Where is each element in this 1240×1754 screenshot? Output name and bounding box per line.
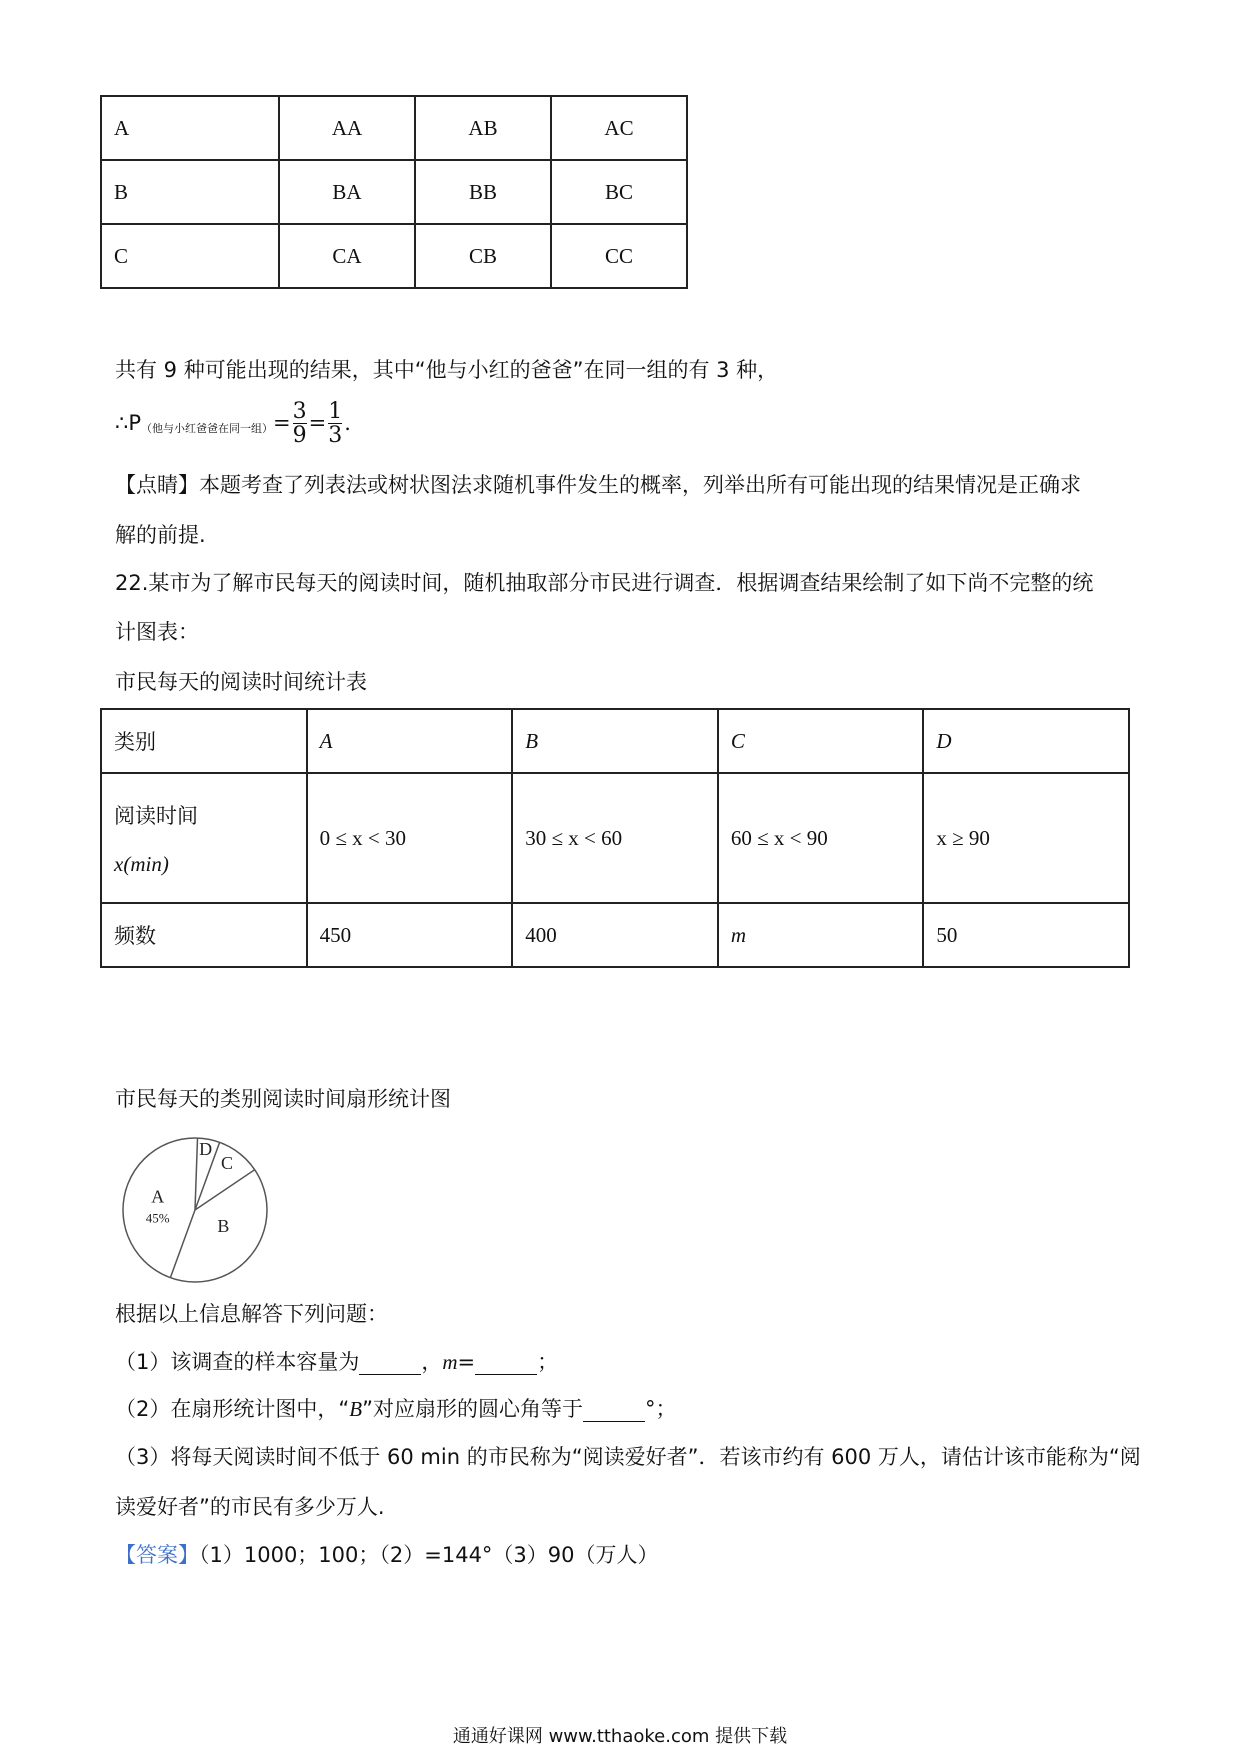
- prob-eq1: =: [273, 411, 291, 435]
- q1-blank-m: [475, 1354, 537, 1375]
- frac1-num: 3: [292, 399, 307, 424]
- table-row: [101, 96, 687, 160]
- frac2-num: 1: [328, 399, 343, 424]
- prob-subscript: （他与小红爸爸在同一组）: [141, 422, 274, 435]
- table-cell: A: [101, 96, 279, 160]
- pie-slice-divider: [195, 1138, 198, 1210]
- table-row-frequency: [101, 903, 1129, 967]
- pie-label-b: B: [217, 1216, 230, 1237]
- header-category: 类别: [101, 709, 307, 773]
- q1-blank-sample: [359, 1354, 421, 1375]
- cell-freq-a: 450: [307, 903, 513, 967]
- frac2-den: 3: [328, 423, 343, 449]
- table-cell: BC: [551, 160, 687, 224]
- frac1-den: 9: [292, 423, 307, 449]
- fraction-1-3: [328, 400, 342, 447]
- table-cell: AC: [551, 96, 687, 160]
- table-cell: AB: [415, 96, 551, 160]
- cell-range-b: 30 ≤ x < 60: [512, 773, 718, 903]
- question-3-line1: （3）将每天阅读时间不低于 60 min 的市民称为“阅读爱好者”．若该市约有 600 万人，请估计该市能称为“阅: [115, 1445, 1141, 1469]
- cell-range-a: 0 ≤ x < 30: [307, 773, 513, 903]
- table-title: 市民每天的阅读时间统计表: [115, 670, 367, 694]
- table-cell: BB: [415, 160, 551, 224]
- table-cell: C: [101, 224, 279, 288]
- pie-label-a: A: [151, 1186, 165, 1207]
- pie-value-label-a: 45%: [145, 1210, 170, 1226]
- header-frequency: 频数: [101, 903, 307, 967]
- q2-text2: ”对应扇形的圆心角等于: [362, 1397, 583, 1421]
- table-row: [101, 224, 687, 288]
- answer-label: 【答案】: [115, 1543, 199, 1567]
- questions-intro: 根据以上信息解答下列问题：: [115, 1302, 388, 1326]
- question22-line2: 计图表：: [115, 620, 199, 644]
- header-reading-time-label: 阅读时间: [114, 803, 198, 828]
- q1-comma: ，: [421, 1350, 443, 1374]
- cell-range-d: x ≥ 90: [923, 773, 1129, 903]
- question-1: [115, 1350, 558, 1375]
- q2-text: （2）在扇形统计图中，“: [115, 1397, 350, 1421]
- q2-end: °；: [644, 1397, 677, 1421]
- prob-end: .: [344, 411, 351, 435]
- cell-cat-d: D: [923, 709, 1129, 773]
- question22-line1: 22.某市为了解市民每天的阅读时间，随机抽取部分市民进行调查．根据调查结果绘制了如下尚不完整的统: [115, 571, 1094, 595]
- pie-label-d: D: [199, 1139, 213, 1160]
- cell-freq-d: 50: [923, 903, 1129, 967]
- fraction-3-9: [293, 400, 307, 447]
- q1-end: ；: [537, 1350, 559, 1374]
- table-cell: CC: [551, 224, 687, 288]
- dianjing-line2: 解的前提.: [115, 523, 206, 547]
- table-cell: CA: [279, 224, 415, 288]
- table-row-category: [101, 709, 1129, 773]
- cell-cat-a: A: [307, 709, 513, 773]
- reading-time-table: [100, 708, 1130, 968]
- q1-m: m: [442, 1350, 458, 1374]
- outcome-table: [100, 95, 688, 289]
- header-reading-time: [101, 773, 307, 903]
- answer-line: [115, 1543, 659, 1568]
- q1-text: （1）该调查的样本容量为: [115, 1350, 360, 1374]
- footer: 通通好课网 www.tthaoke.com 提供下载: [452, 1726, 788, 1747]
- table-row-range: [101, 773, 1129, 903]
- table-cell: B: [101, 160, 279, 224]
- q1-eq: =: [457, 1350, 476, 1374]
- question-3-line2: 读爱好者”的市民有多少万人.: [115, 1495, 385, 1519]
- answer-text: （1）1000；100；（2）=144°（3）90（万人）: [199, 1543, 659, 1567]
- prob-therefore: ∴P: [115, 411, 142, 435]
- pie-chart: [115, 1130, 275, 1290]
- pie-title: 市民每天的类别阅读时间扇形统计图: [115, 1087, 451, 1111]
- dianjing-line1: 【点睛】本题考查了列表法或树状图法求随机事件发生的概率，列举出所有可能出现的结果情况是正确求: [115, 473, 1081, 497]
- cell-range-c: 60 ≤ x < 90: [718, 773, 924, 903]
- paragraph-results: 共有 9 种可能出现的结果，其中“他与小红的爸爸”在同一组的有 3 种，: [115, 358, 779, 382]
- pie-label-c: C: [221, 1153, 234, 1174]
- prob-eq2: =: [308, 411, 327, 435]
- cell-cat-c: C: [718, 709, 924, 773]
- pie-slice-divider: [170, 1210, 195, 1278]
- question-2: [115, 1397, 676, 1422]
- cell-freq-c: m: [718, 903, 924, 967]
- table-cell: BA: [279, 160, 415, 224]
- q2-blank-angle: [583, 1401, 645, 1422]
- cell-freq-b: 400: [512, 903, 718, 967]
- probability-formula: [115, 400, 351, 447]
- table-cell: AA: [279, 96, 415, 160]
- table-cell: CB: [415, 224, 551, 288]
- pie-slice-divider: [195, 1170, 255, 1210]
- table-row: [101, 160, 687, 224]
- q2-b: B: [349, 1397, 363, 1421]
- cell-cat-b: B: [512, 709, 718, 773]
- header-reading-time-unit: x(min): [114, 851, 169, 876]
